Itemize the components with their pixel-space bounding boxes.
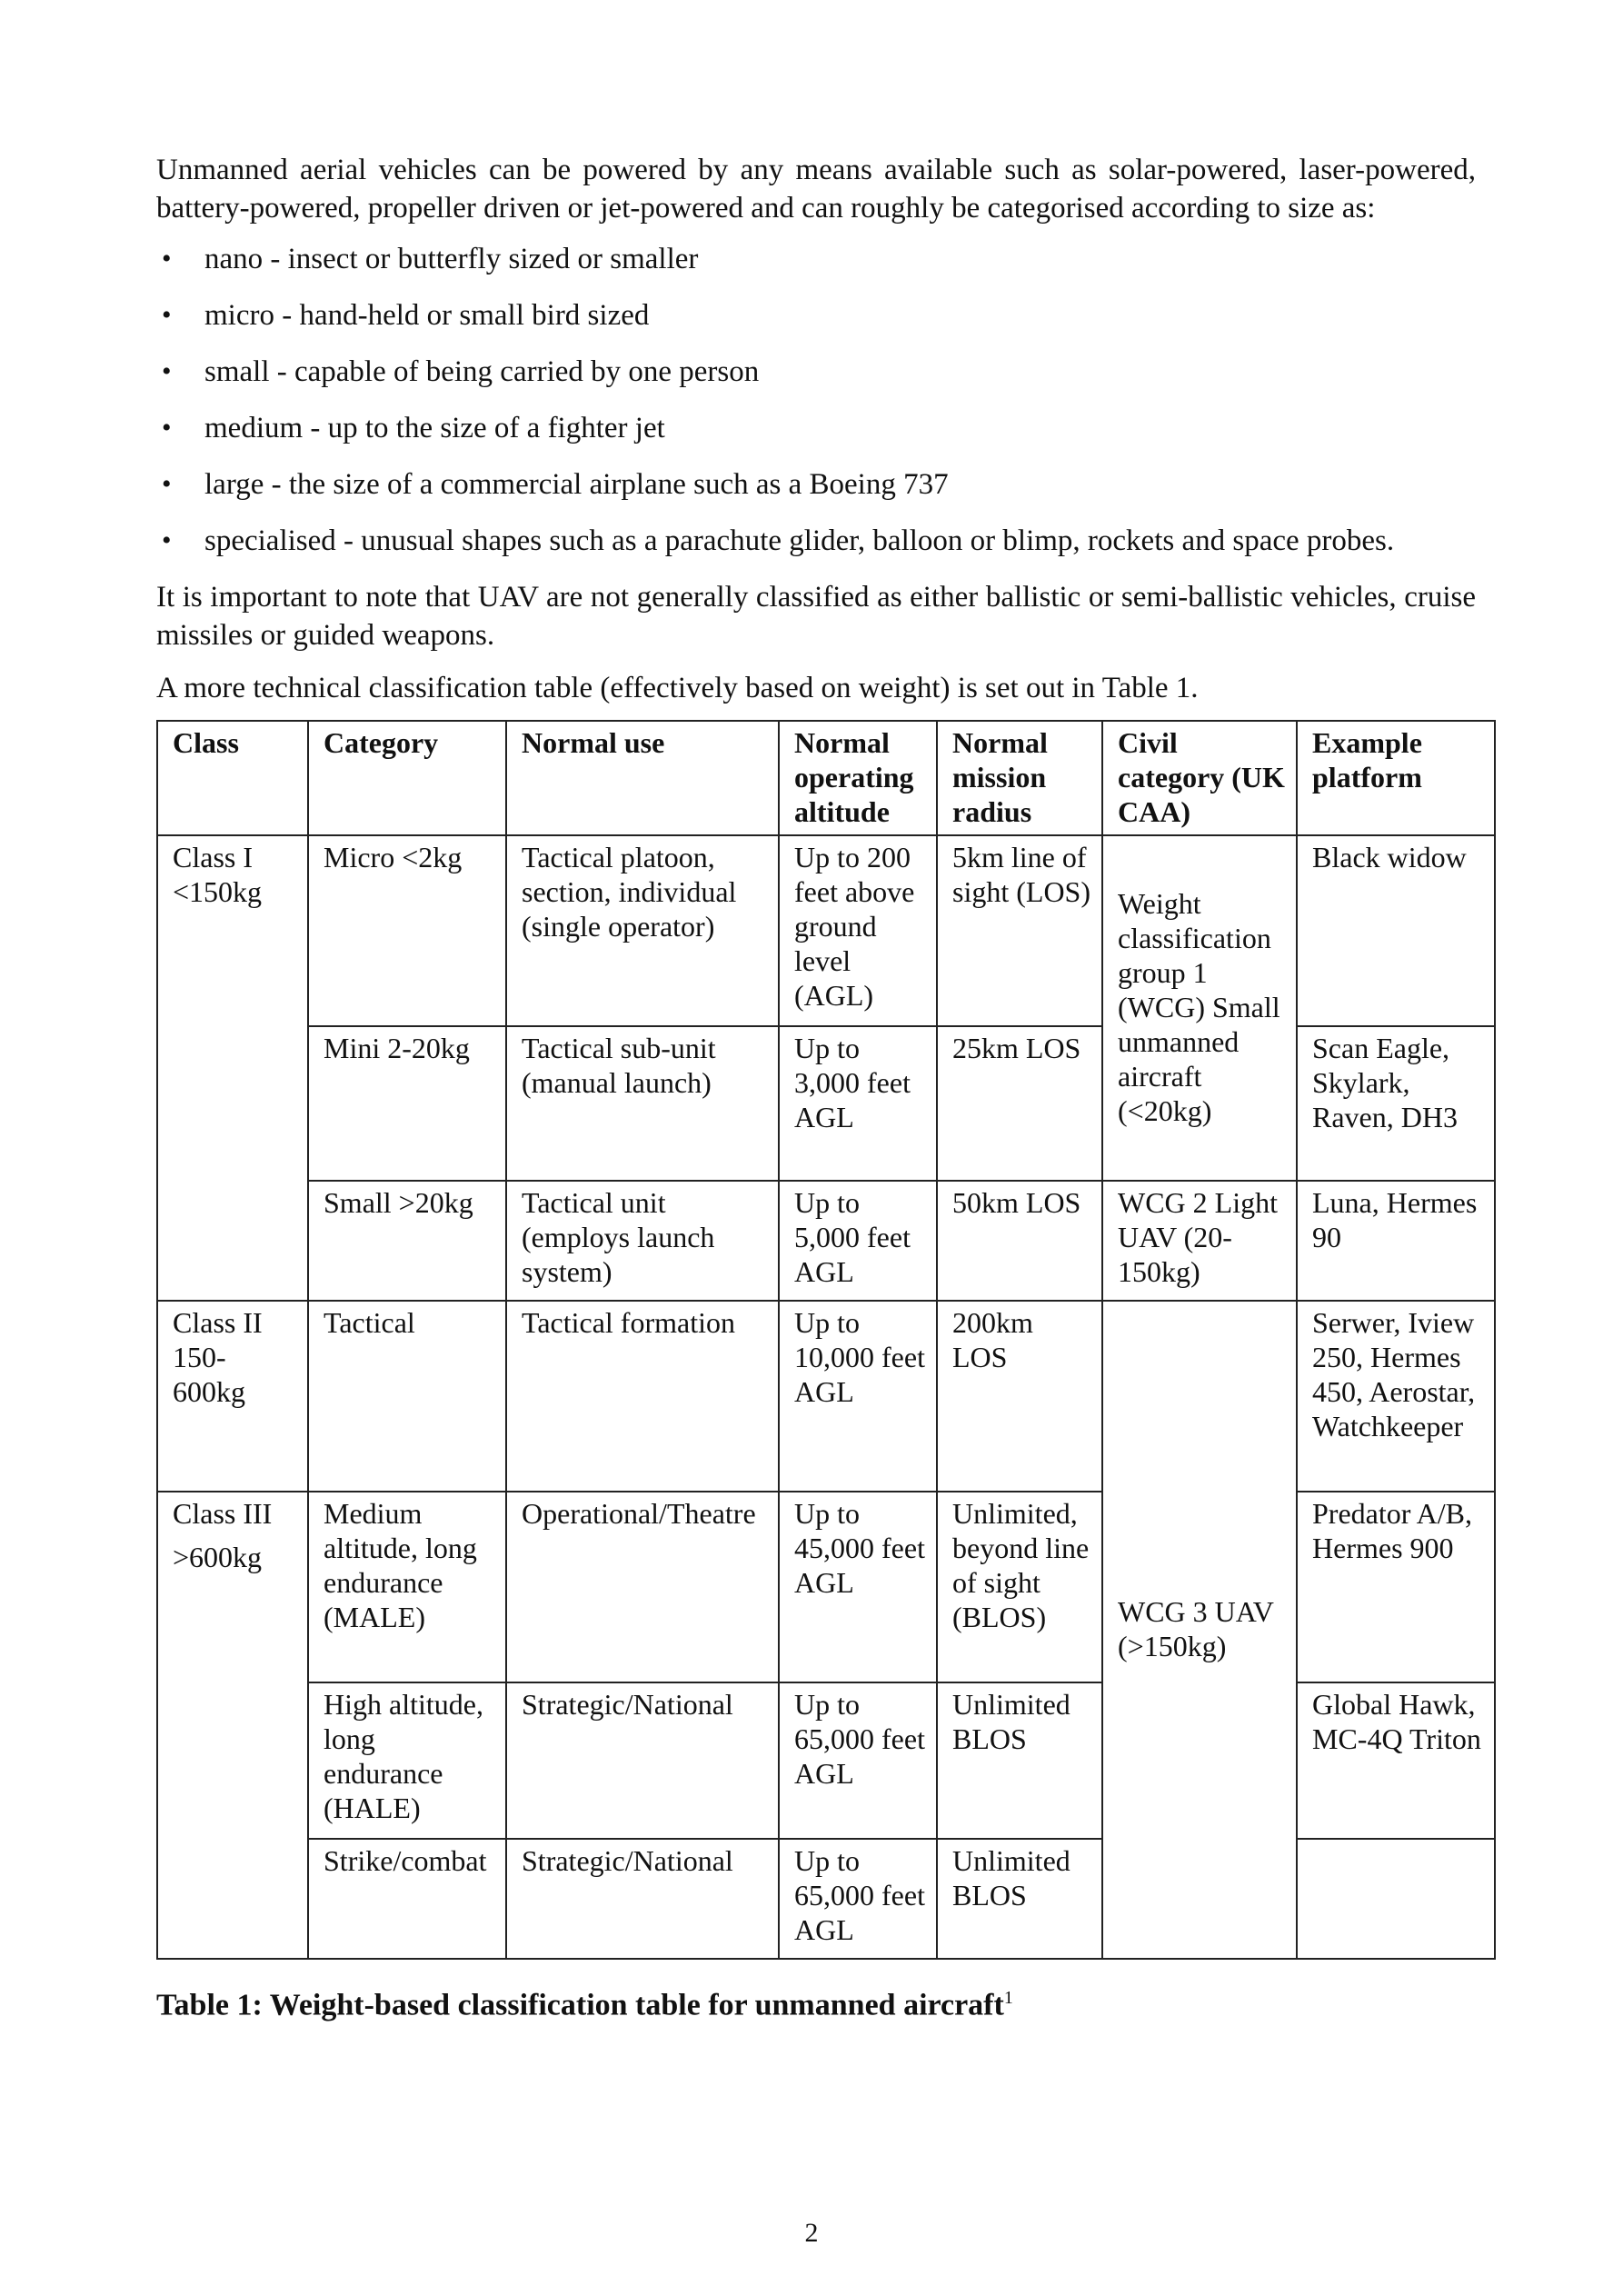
class-label: Class III (173, 1497, 273, 1530)
class-weight: >600kg (173, 1541, 263, 1573)
list-item-text: micro - hand-held or small bird sized (204, 299, 650, 332)
list-item-text: large - the size of a commercial airplane such as a Boeing 737 (204, 468, 949, 501)
class-cell: Class II 150-600kg (157, 1301, 308, 1492)
radius-cell: Unlimited BLOS (937, 1682, 1102, 1839)
footnote-marker: 1 (1003, 1988, 1013, 2008)
list-item-text: small - capable of being carried by one person (204, 355, 760, 388)
size-category-list (156, 240, 1476, 560)
use-cell: Tactical sub-unit (manual launch) (506, 1026, 779, 1181)
radius-cell: Unlimited, beyond line of sight (BLOS) (937, 1492, 1102, 1682)
page-content (156, 151, 1481, 2023)
radius-cell: 5km line of sight (LOS) (937, 835, 1102, 1026)
list-item-text: specialised - unusual shapes such as a parachute glider, balloon or blimp, rockets and space probes. (204, 524, 1395, 557)
header-normal-use: Normal use (506, 721, 779, 835)
note-paragraph: It is important to note that UAV are not generally classified as either ballistic or semi-ballistic vehicles, cruise missiles or guided weapons. (156, 581, 1476, 652)
civil-category-cell: WCG 2 Light UAV (20-150kg) (1102, 1181, 1297, 1301)
example-cell: Black widow (1297, 835, 1495, 1026)
list-item (156, 296, 1476, 334)
category-cell: Tactical (308, 1301, 506, 1492)
header-class: Class (157, 721, 308, 835)
intro-paragraph: Unmanned aerial vehicles can be powered by any means available such as solar-powered, laser-powered, battery-powered, propeller driven or jet-powered and can roughly be categorised according to size as: (156, 154, 1476, 225)
bullet-icon: • (162, 300, 172, 330)
radius-cell: 25km LOS (937, 1026, 1102, 1181)
example-cell: Luna, Hermes 90 (1297, 1181, 1495, 1301)
list-item (156, 522, 1476, 560)
category-cell: Strike/combat (308, 1839, 506, 1959)
page-number: 2 (804, 2218, 819, 2248)
category-cell: Micro <2kg (308, 835, 506, 1026)
example-cell (1297, 1839, 1495, 1959)
category-cell: Medium altitude, long endurance (MALE) (308, 1492, 506, 1682)
bullet-icon: • (162, 469, 172, 499)
category-cell: Small >20kg (308, 1181, 506, 1301)
category-cell: High altitude, long endurance (HALE) (308, 1682, 506, 1839)
use-cell: Strategic/National (506, 1839, 779, 1959)
list-item (156, 240, 1476, 278)
table-row (157, 835, 1495, 1026)
list-item (156, 353, 1476, 391)
caption-text: Table 1: Weight-based classification table for unmanned aircraft (156, 1988, 1004, 2022)
table-caption (156, 1980, 1476, 2023)
civil-category-cell: Weight classification group 1 (WCG) Small unmanned aircraft (<20kg) (1102, 835, 1297, 1181)
header-radius: Normal mission radius (937, 721, 1102, 835)
bullet-icon: • (162, 244, 172, 274)
bullet-icon: • (162, 356, 172, 386)
altitude-cell: Up to 10,000 feet AGL (779, 1301, 937, 1492)
altitude-cell: Up to 200 feet above ground level (AGL) (779, 835, 937, 1026)
table-intro-paragraph: A more technical classification table (effectively based on weight) is set out in Table 1. (156, 672, 1199, 704)
example-cell: Predator A/B, Hermes 900 (1297, 1492, 1495, 1682)
header-civil-category: Civil category (UK CAA) (1102, 721, 1297, 835)
list-item (156, 465, 1476, 504)
civil-category-cell: WCG 3 UAV (>150kg) (1102, 1301, 1297, 1959)
class-cell (157, 1492, 308, 1959)
altitude-cell: Up to 65,000 feet AGL (779, 1682, 937, 1839)
radius-cell: 50km LOS (937, 1181, 1102, 1301)
use-cell: Strategic/National (506, 1682, 779, 1839)
altitude-cell: Up to 5,000 feet AGL (779, 1181, 937, 1301)
radius-cell: 200km LOS (937, 1301, 1102, 1492)
radius-cell: Unlimited BLOS (937, 1839, 1102, 1959)
altitude-cell: Up to 3,000 feet AGL (779, 1026, 937, 1181)
category-cell: Mini 2-20kg (308, 1026, 506, 1181)
use-cell: Tactical unit (employs launch system) (506, 1181, 779, 1301)
bullet-icon: • (162, 525, 172, 555)
use-cell: Tactical formation (506, 1301, 779, 1492)
table-header-row (157, 721, 1495, 835)
altitude-cell: Up to 65,000 feet AGL (779, 1839, 937, 1959)
use-cell: Operational/Theatre (506, 1492, 779, 1682)
example-cell: Global Hawk, MC-4Q Triton (1297, 1682, 1495, 1839)
classification-table (156, 720, 1496, 1960)
list-item (156, 409, 1476, 447)
header-example-platform: Example platform (1297, 721, 1495, 835)
list-item-text: medium - up to the size of a fighter jet (204, 412, 665, 444)
class-cell: Class I <150kg (157, 835, 308, 1301)
altitude-cell: Up to 45,000 feet AGL (779, 1492, 937, 1682)
header-altitude: Normal operating altitude (779, 721, 937, 835)
table-row (157, 1181, 1495, 1301)
example-cell: Scan Eagle, Skylark, Raven, DH3 (1297, 1026, 1495, 1181)
table-row (157, 1301, 1495, 1492)
use-cell: Tactical platoon, section, individual (single operator) (506, 835, 779, 1026)
header-category: Category (308, 721, 506, 835)
bullet-icon: • (162, 413, 172, 443)
example-cell: Serwer, Iview 250, Hermes 450, Aerostar, Watchkeeper (1297, 1301, 1495, 1492)
list-item-text: nano - insect or butterfly sized or smaller (204, 243, 699, 275)
